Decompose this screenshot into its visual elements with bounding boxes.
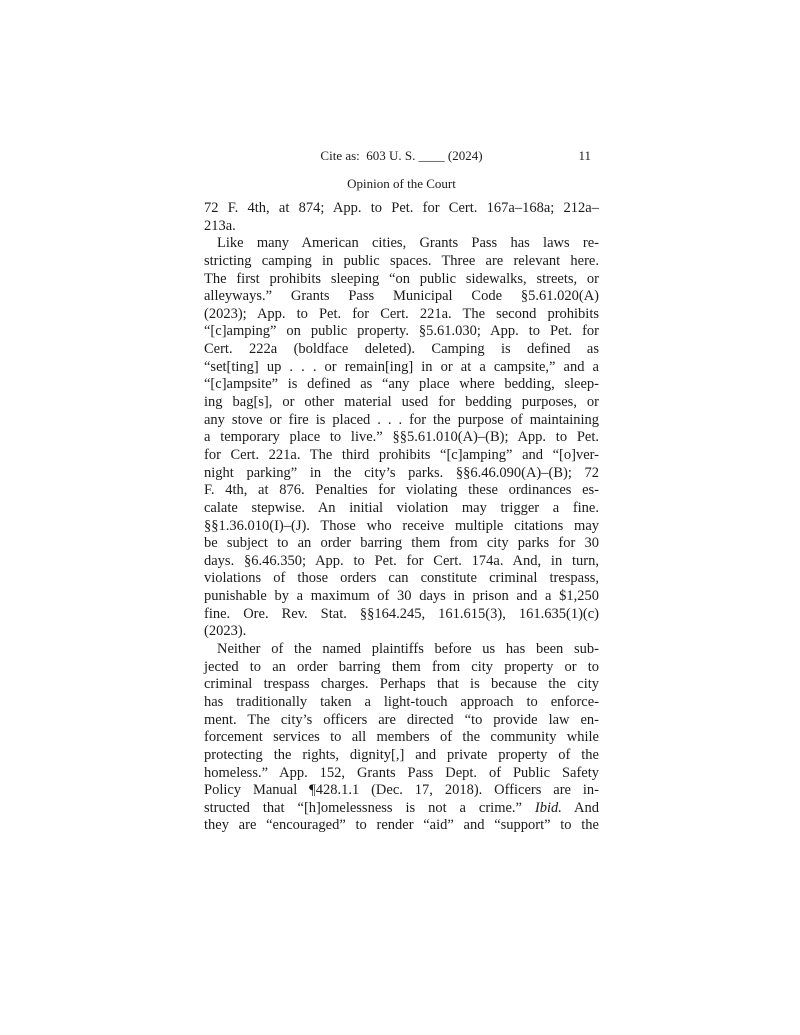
body-line: has traditionally taken a light-touch approach to enforce-: [204, 693, 599, 710]
running-head: Opinion of the Court: [347, 176, 456, 191]
body-line: (2023).: [204, 623, 247, 640]
body-line: calate stepwise. An initial violation may trigger a fine.: [204, 499, 599, 516]
body-line: they are “encouraged” to render “aid” and “support” to the: [204, 817, 599, 834]
body-line: “[c]amping” on public property. §5.61.030; App. to Pet. for: [204, 323, 599, 340]
body-line: 213a.: [204, 217, 236, 234]
body-line: §§1.36.010(I)–(J). Those who receive multiple citations may: [204, 517, 599, 534]
body-line: 72 F. 4th, at 874; App. to Pet. for Cert. 167a–168a; 212a–: [204, 200, 599, 216]
body-line: protecting the rights, dignity[,] and private property of the: [204, 746, 599, 763]
body-line: any stove or fire is placed . . . for the purpose of maintaining: [204, 411, 599, 428]
body-line: jected to an order barring them from city property or to: [204, 658, 599, 675]
body-line: The first prohibits sleeping “on public sidewalks, streets, or: [204, 270, 599, 287]
body-line: stricting camping in public spaces. Three are relevant here.: [204, 252, 599, 269]
body-line: night parking” in the city’s parks. §§6.46.090(A)–(B); 72: [204, 464, 599, 481]
body-line: alleyways.” Grants Pass Municipal Code §5.61.020(A): [204, 288, 599, 305]
body-lines: [204, 200, 599, 835]
body-line: F. 4th, at 876. Penalties for violating these ordinances es-: [204, 482, 599, 499]
body-line: Cert. 222a (boldface deleted). Camping is defined as: [204, 341, 599, 358]
body-line: criminal trespass charges. Perhaps that is because the city: [204, 676, 599, 693]
body-line: Like many American cities, Grants Pass has laws re-: [217, 235, 599, 252]
body-line: punishable by a maximum of 30 days in prison and a $1,250: [204, 588, 599, 605]
body-line: violations of those orders can constitute criminal trespass,: [204, 570, 599, 587]
body-line: structed that “[h]omelessness is not a crime.” Ibid. And: [204, 799, 599, 816]
body-line: for Cert. 221a. The third prohibits “[c]amping” and “[o]ver-: [204, 446, 599, 463]
body-line: “set[ting] up . . . or remain[ing] in or at a campsite,” and a: [204, 358, 599, 375]
citation-header: Cite as: 603 U. S. ____ (2024): [320, 148, 483, 163]
body-line: ment. The city’s officers are directed “to provide law en-: [204, 711, 599, 728]
body-line: Neither of the named plaintiffs before us has been sub-: [217, 641, 599, 658]
body-line: days. §6.46.350; App. to Pet. for Cert. 174a. And, in turn,: [204, 552, 599, 569]
body-line: fine. Ore. Rev. Stat. §§164.245, 161.615(3), 161.635(1)(c): [204, 605, 599, 622]
body-line: forcement services to all members of the community while: [204, 729, 599, 746]
body-line: (2023); App. to Pet. for Cert. 221a. The second prohibits: [204, 305, 599, 322]
page-header: [204, 148, 599, 164]
body-line: Policy Manual ¶428.1.1 (Dec. 17, 2018). Officers are in-: [204, 782, 599, 799]
body-line: homeless.” App. 152, Grants Pass Dept. of Public Safety: [204, 764, 599, 781]
body-line: be subject to an order barring them from city parks for 30: [204, 535, 599, 552]
body-line: ing bag[s], or other material used for bedding purposes, or: [204, 394, 599, 411]
body-line: “[c]ampsite” is defined as “any place where bedding, sleep-: [204, 376, 599, 393]
page-number: 11: [578, 148, 591, 163]
body-line: a temporary place to live.” §§5.61.010(A)–(B); App. to Pet.: [204, 429, 599, 446]
